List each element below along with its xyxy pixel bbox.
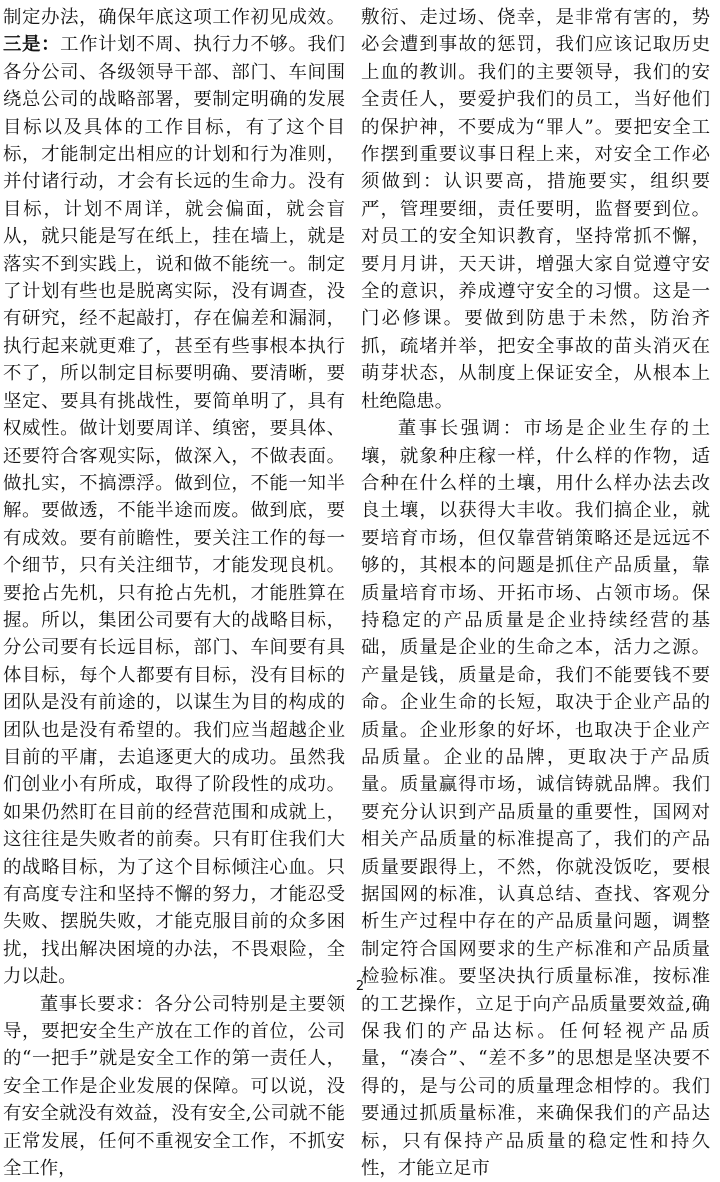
page-number: 2 xyxy=(355,979,365,994)
left-paragraph-1 xyxy=(3,4,345,991)
left-column xyxy=(3,4,345,1180)
right-column xyxy=(361,4,710,1180)
right-paragraph-1: 敷衍、走过场、侥幸，是非常有害的，势必会遭到事故的惩罚，我们应该记取历史上血的教训。我们的主要领导，我们的安全责任人，要爱护我们的员工，当好他们的保护神，不要成为“罪人”。要把安全工作摆到重要议事日程上来，对安全工作必须做到：认识要高，措施要实，组织要严，管理要细，责任要明，监督要到位。对员工的安全知识教育，坚持常抓不懈，要月月讲，天天讲，增强大家自觉遵守安全的意识，养成遵守安全的习惯。这是一门必修课。要做到防患于未然，防治齐抓，疏堵并举，把安全事故的苗头消灭在萌芽状态，从制度上保证安全，从根本上杜绝隐患。 xyxy=(361,7,710,412)
right-paragraph-2: 董事长强调：市场是企业生存的土壤，就象种庄稼一样，什么样的作物，适合种在什么样的土壤，用什么样办法去改良土壤，以获得大丰收。我们搞企业，就要培育市场，但仅靠营销策略还是远远不够的，其根本的问题是抓住产品质量，靠质量培育市场、开拓市场、占领市场。保持稳定的产品质量是企业持续经营的基础，质量是企业的生命之本，活力之源。产量是钱，质量是命，我们不能要钱不要命。企业生命的长短，取决于企业产品的质量。企业形象的好坏，也取决于企业产品质量。企业的品牌，更取决于产品质量。质量赢得市场，诚信铸就品牌。我们要充分认识到产品质量的重要性，国网对相关产品质量的标准提高了，我们的产品质量要跟得上，不然，你就没饭吃，要根据国网的标准，认真总结、查找、客观分析生产过程中存在的产品质量问题，调整制定符合国网要求的生产标准和产品质量检验标准。要坚决执行质量标准，按标准的工艺操作，立足于向产品质量要效益,确保我们的产品达标。任何轻视产品质量，“凑合”、“差不多”的思想是坚决要不得的，是与公司的质量理念相悖的。我们要通过抓质量标准，来确保我们的产品达标，只有保持产品质量的稳定性和持久性，才能立足市 xyxy=(361,418,710,1180)
point-three-label: 三是： xyxy=(3,34,61,56)
left-paragraph-2: 董事长要求：各分公司特别是主要领导，要把安全生产放在工作的首位，公司的“一把手”就是安全工作的第一责任人，安全工作是企业发展的保障。可以说，没有安全就没有效益，没有安全,公司就不能正常发展，任何不重视安全工作，不抓安全工作， xyxy=(3,993,345,1180)
left-paragraph-1-lead: 制定办法，确保年底这项工作初见成效。 xyxy=(3,7,345,28)
left-paragraph-1-body: 工作计划不周、执行力不够。我们各分公司、各级领导干部、部门、车间围绕总公司的战略部署，要制定明确的发展目标以及具体的工作目标，有了这个目标，才能制定出相应的计划和行为准则，并付诸行动，才会有长远的生命力。没有目标，计划不周详，就会偏面，就会盲从，就只能是写在纸上，挂在墙上，就是落实不到实践上，说和做不能统一。制定了计划有些也是脱离实际，没有调查，没有研究，经不起敲打，存在偏差和漏洞，执行起来就更难了，甚至有些事根本执行不了，所以制定目标要明确、要清晰，要坚定、要具有挑战性，要简单明了，具有权威性。做计划要周详、缜密，要具体、还要符合客观实际，做深入，不做表面。做扎实，不搞漂浮。做到位，不能一知半解。要做透，不能半途而废。做到底，要有成效。要有前瞻性，要关注工作的每一个细节，只有关注细节，才能发现良机。要抢占先机，只有抢占先机，才能胜算在握。所以，集团公司要有大的战略目标，分公司要有长远目标，部门、车间要有具体目标，每个人都要有目标，没有目标的团队是没有前途的，以谋生为目的构成的团队也是没有希望的。我们应当超越企业目前的平庸，去追逐更大的成功。虽然我们创业小有所成，取得了阶段性的成功。如果仍然盯在目前的经营范围和成就上，这往往是失败者的前奏。只有盯住我们大的战略目标，为了这个目标倾注心血。只有高度专注和坚持不懈的努力，才能忍受失败、摆脱失败，才能克服目前的众多困扰，找出解决困境的办法，不畏艰险，全力以赴。 xyxy=(3,34,345,988)
